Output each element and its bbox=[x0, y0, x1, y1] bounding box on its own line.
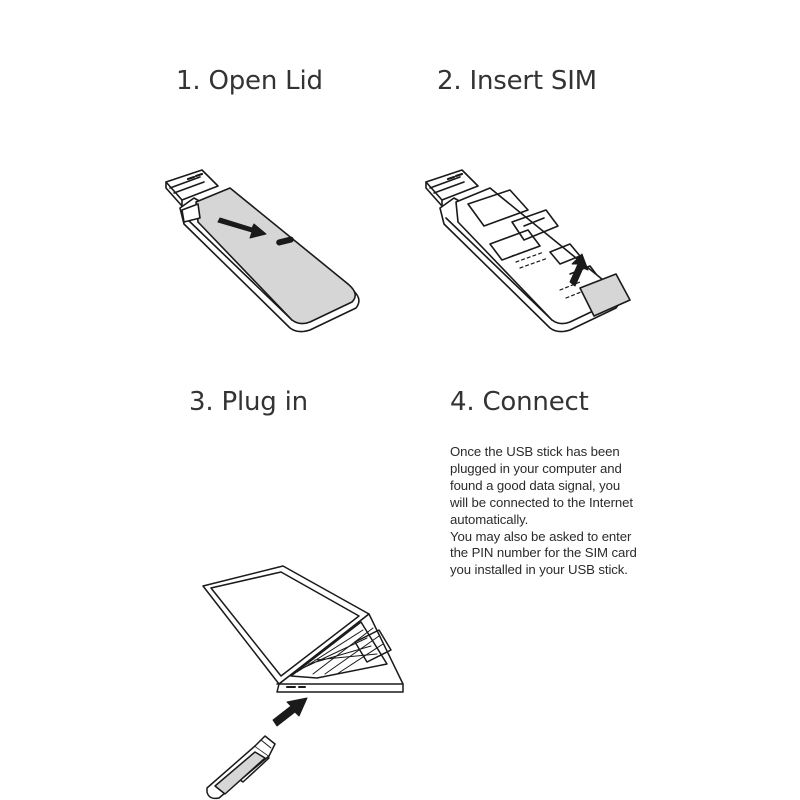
connect-description-line: plugged in your computer and bbox=[450, 460, 622, 476]
connect-description-line: will be connected to the Internet bbox=[450, 494, 633, 510]
step-insert-sim-title: 2. Insert SIM bbox=[437, 66, 597, 96]
step-connect-title: 4. Connect bbox=[450, 387, 589, 417]
connect-description-line: you installed in your USB stick. bbox=[450, 562, 628, 578]
usb-stick-insert-sim-illustration bbox=[420, 160, 640, 340]
arrow-icon bbox=[273, 698, 307, 726]
connect-description-line: the PIN number for the SIM card bbox=[450, 545, 637, 561]
laptop-usb-plug-in-illustration bbox=[195, 560, 405, 800]
connect-description-line: You may also be asked to enter bbox=[450, 528, 632, 544]
connect-description-line: automatically. bbox=[450, 511, 529, 527]
step-plug-in-title: 3. Plug in bbox=[189, 387, 308, 417]
usb-stick-open-lid-illustration bbox=[160, 160, 370, 340]
connect-description-line: found a good data signal, you bbox=[450, 477, 621, 493]
step-open-lid-title: 1. Open Lid bbox=[176, 66, 323, 96]
connect-description bbox=[450, 444, 690, 579]
connect-description-line: Once the USB stick has been bbox=[450, 444, 620, 459]
